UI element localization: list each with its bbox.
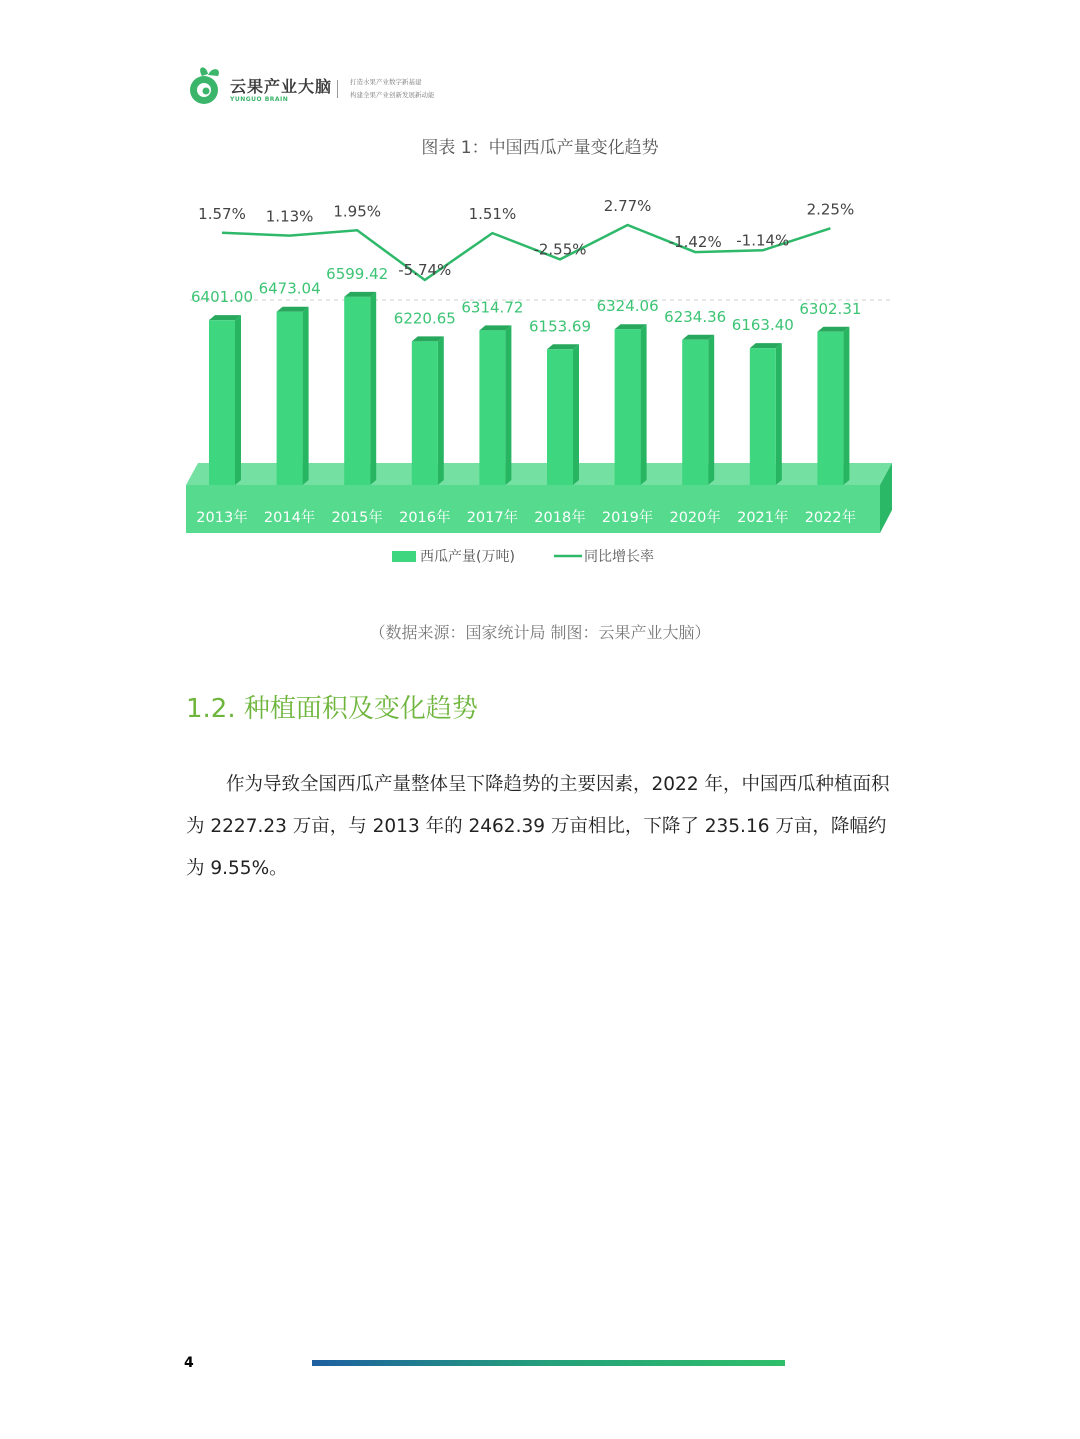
bar-value-label: 6153.69: [528, 317, 592, 336]
slogan-line-1: 打造水果产业数字新基建: [350, 78, 422, 86]
growth-rate-label: -1.42%: [668, 233, 722, 252]
x-tick-label: 2014年: [263, 510, 316, 526]
bar-value-label: 6324.06: [596, 297, 659, 316]
legend-line-label: 同比增长率: [584, 549, 654, 565]
watermelon-production-chart: [180, 195, 900, 575]
x-tick-label: 2016年: [399, 510, 451, 526]
growth-rate-label: -5.74%: [398, 261, 452, 279]
growth-rate-label: 2.77%: [603, 197, 652, 215]
x-tick-label: 2022年: [804, 510, 857, 526]
brand-name: 云果产业大脑: [230, 77, 333, 96]
brand-subtitle: YUNGUO BRAIN: [230, 96, 289, 103]
bar: [682, 340, 708, 485]
growth-rate-label: 1.51%: [468, 205, 517, 224]
paragraph-text: 作为导致全国西瓜产量整体呈下降趋势的主要因素，2022 年，中国西瓜种植面积为 2227.23 万亩，与 2013 年的 2462.39 万亩相比，下降了 235.16 万亩，降幅约为 9.55%。: [186, 774, 890, 879]
figure-title: 图表 1：中国西瓜产量变化趋势: [421, 138, 659, 158]
bar: [750, 348, 776, 485]
growth-rate-label: 2.25%: [806, 200, 855, 219]
bar-value-label: 6401.00: [190, 288, 254, 307]
bar: [615, 329, 641, 485]
bar-side: [235, 315, 241, 485]
fruit-logo-icon: [188, 64, 224, 106]
x-tick-label: 2015年: [331, 510, 383, 526]
bar-side: [843, 327, 849, 485]
bar: [817, 332, 843, 485]
page-number: 4: [184, 1355, 194, 1371]
bar-value-label: 6473.04: [258, 279, 321, 298]
bar-side: [303, 307, 309, 485]
x-tick-label: 2020年: [669, 510, 721, 526]
bar: [547, 349, 573, 485]
bar-side: [708, 335, 714, 485]
bar-side: [776, 343, 782, 485]
figure-source: （数据来源：国家统计局 制图：云果产业大脑）: [369, 623, 711, 642]
bar-value-label: 6302.31: [799, 299, 862, 318]
header-divider: [337, 80, 338, 98]
growth-rate-label: -1.14%: [736, 231, 790, 250]
bar-value-label: 6314.72: [461, 298, 524, 317]
bar-side: [370, 292, 376, 485]
bar-value-label: 6234.36: [664, 307, 727, 326]
x-tick-label: 2017年: [466, 510, 519, 526]
x-tick-label: 2019年: [601, 510, 654, 526]
bar: [277, 312, 303, 485]
bar-value-label: 6599.42: [326, 264, 389, 283]
bar-side: [573, 344, 579, 485]
slogan-line-2: 构建全果产业创新发展新动能: [350, 91, 435, 99]
body-paragraph: [186, 764, 896, 890]
bar-value-label: 6220.65: [393, 309, 456, 328]
x-tick-label: 2021年: [737, 510, 789, 526]
section-heading: 1.2. 种植面积及变化趋势: [186, 694, 478, 724]
legend-bar-label: 西瓜产量(万吨): [420, 549, 515, 565]
x-tick-label: 2018年: [534, 510, 586, 526]
growth-rate-label: 1.57%: [198, 204, 246, 223]
growth-rate-label: -2.55%: [533, 240, 587, 259]
bar: [412, 341, 438, 485]
legend-bar-swatch: [392, 551, 416, 562]
x-tick-label: 2013年: [196, 510, 248, 526]
bar-value-label: 6163.40: [731, 316, 794, 335]
bar-side: [641, 324, 647, 485]
bar: [209, 320, 235, 485]
growth-rate-label: 1.95%: [333, 202, 382, 221]
bar-side: [438, 336, 444, 485]
growth-rate-label: 1.13%: [265, 207, 314, 226]
brand-header: [188, 64, 488, 110]
bar: [344, 297, 370, 485]
bar-side: [505, 325, 511, 485]
footer-gradient-bar: [312, 1360, 785, 1366]
bar: [479, 330, 505, 485]
